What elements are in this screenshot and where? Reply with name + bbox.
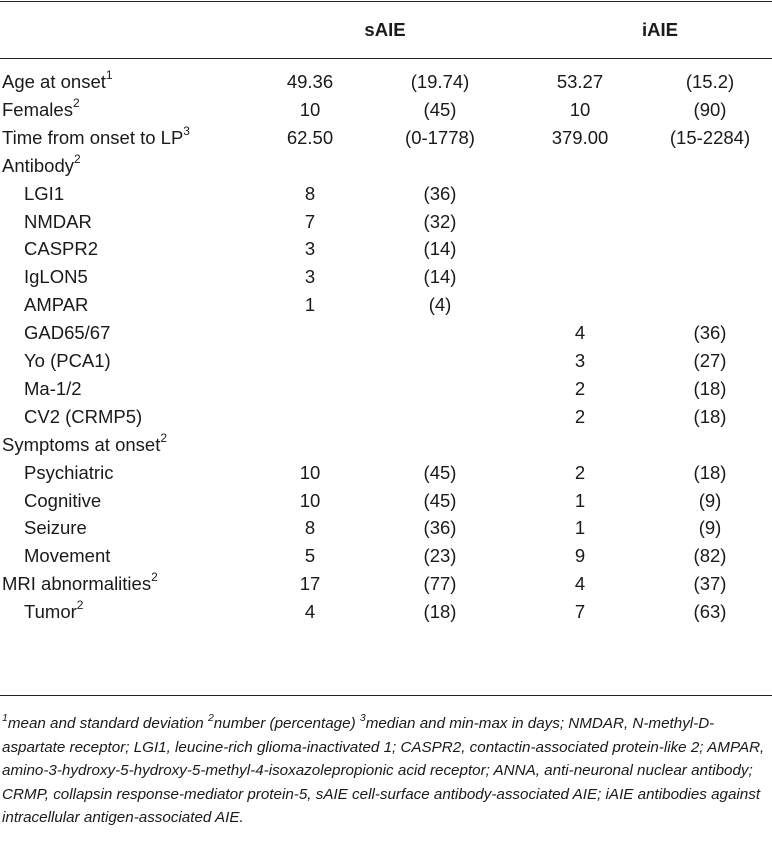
header-iaie: iAIE bbox=[642, 19, 678, 40]
row-label-footnote-mark: 2 bbox=[160, 430, 168, 445]
cell-c2: (23) bbox=[423, 545, 457, 567]
row-label-text: Antibody bbox=[2, 154, 74, 176]
row-label bbox=[24, 403, 142, 431]
cell-c2: (32) bbox=[423, 210, 457, 232]
cell-c4: (18) bbox=[693, 461, 727, 483]
cell-c3: 1 bbox=[574, 489, 586, 511]
cell-c4: (37) bbox=[693, 573, 727, 595]
footnote-text-2: number (percentage) bbox=[213, 715, 360, 732]
cell-c1: 49.36 bbox=[286, 71, 334, 92]
row-label bbox=[24, 514, 87, 542]
cell-c2: (77) bbox=[423, 573, 457, 595]
row-label-text: LGI1 bbox=[24, 182, 65, 204]
bottom-rule bbox=[0, 695, 772, 696]
row-label-footnote-mark: 2 bbox=[72, 95, 80, 110]
cell-c2: (4) bbox=[428, 294, 452, 316]
cell-c1: 8 bbox=[304, 517, 316, 539]
cell-c1: 62.50 bbox=[286, 126, 334, 148]
cell-c1: 7 bbox=[304, 210, 316, 232]
cell-c3: 2 bbox=[574, 377, 586, 399]
row-label bbox=[24, 208, 92, 236]
header-saie: sAIE bbox=[364, 19, 406, 40]
cell-c4: (90) bbox=[693, 98, 727, 120]
table-row bbox=[0, 68, 772, 96]
table-row bbox=[0, 235, 772, 263]
cell-c2: (45) bbox=[423, 98, 457, 120]
table-row bbox=[0, 431, 772, 459]
row-label-footnote-mark: 3 bbox=[183, 123, 190, 138]
cell-c1: 8 bbox=[304, 182, 316, 204]
row-label-text: Time from onset to LP bbox=[2, 126, 184, 148]
row-label-text: NMDAR bbox=[24, 210, 92, 232]
row-label-footnote-mark: 2 bbox=[76, 597, 84, 612]
cell-c2: (45) bbox=[423, 461, 457, 483]
row-label bbox=[24, 598, 83, 626]
cell-c3: 7 bbox=[574, 601, 586, 623]
row-label bbox=[2, 431, 167, 459]
cell-c3: 2 bbox=[574, 405, 586, 427]
footnote-sup-2: 2 bbox=[207, 711, 214, 724]
header-rule bbox=[0, 58, 772, 59]
cell-c3: 4 bbox=[574, 322, 586, 344]
table-row bbox=[0, 124, 772, 152]
table-row bbox=[0, 208, 772, 236]
table-row bbox=[0, 570, 772, 598]
cell-c1: 3 bbox=[304, 266, 316, 288]
row-label-text: Cognitive bbox=[24, 489, 102, 511]
row-label-text: Yo (PCA1) bbox=[24, 350, 111, 371]
cell-c3: 3 bbox=[574, 350, 586, 371]
table-row bbox=[0, 347, 772, 375]
table-row bbox=[0, 291, 772, 319]
table-row bbox=[0, 487, 772, 515]
cell-c2: (0-1778) bbox=[405, 126, 475, 148]
footnote-sup-3: 3 bbox=[359, 711, 366, 724]
cell-c4: (36) bbox=[693, 322, 727, 344]
cell-c1: 3 bbox=[304, 238, 316, 260]
cell-c1: 1 bbox=[304, 294, 316, 316]
row-label-text: MRI abnormalities bbox=[2, 573, 152, 595]
row-label bbox=[24, 180, 64, 208]
table-row bbox=[0, 263, 772, 291]
row-label-text: IgLON5 bbox=[24, 266, 88, 288]
row-label-text: Movement bbox=[24, 545, 111, 567]
row-label bbox=[24, 235, 98, 263]
table-row bbox=[0, 96, 772, 124]
row-label-text: Ma-1/2 bbox=[24, 377, 82, 399]
cell-c1: 10 bbox=[299, 489, 321, 511]
cell-c4: (82) bbox=[693, 545, 727, 567]
cell-c2: (14) bbox=[423, 238, 457, 260]
row-label-text: AMPAR bbox=[24, 294, 89, 316]
row-label bbox=[24, 291, 88, 319]
row-label bbox=[2, 152, 81, 180]
row-label-footnote-mark: 1 bbox=[105, 67, 113, 82]
cell-c3: 53.27 bbox=[556, 71, 604, 92]
table-row bbox=[0, 514, 772, 542]
cell-c4: (63) bbox=[693, 601, 727, 623]
cell-c1: 10 bbox=[299, 461, 321, 483]
table-row bbox=[0, 403, 772, 431]
row-label bbox=[24, 542, 110, 570]
row-label-text: CV2 (CRMP5) bbox=[24, 405, 143, 427]
footnote-sup-1: 1 bbox=[2, 711, 8, 724]
cell-c4: (18) bbox=[693, 405, 727, 427]
table-row bbox=[0, 152, 772, 180]
row-label-text: Tumor bbox=[24, 601, 77, 623]
top-rule bbox=[0, 1, 772, 2]
cell-c3: 1 bbox=[574, 517, 586, 539]
cell-c2: (45) bbox=[423, 489, 457, 511]
row-label-text: Females bbox=[2, 98, 73, 120]
row-label bbox=[2, 570, 158, 598]
row-label bbox=[24, 347, 111, 375]
table-row bbox=[0, 375, 772, 403]
cell-c4: (15.2) bbox=[685, 71, 735, 92]
cell-c3: 2 bbox=[574, 461, 586, 483]
cell-c4: (9) bbox=[698, 517, 722, 539]
cell-c3: 10 bbox=[569, 98, 591, 120]
row-label bbox=[2, 68, 113, 96]
row-label-text: Symptoms at onset bbox=[2, 433, 161, 455]
cell-c2: (36) bbox=[423, 517, 457, 539]
row-label bbox=[24, 459, 113, 487]
cell-c2: (19.74) bbox=[410, 71, 470, 92]
row-label-text: GAD65/67 bbox=[24, 322, 111, 344]
row-label bbox=[24, 487, 101, 515]
row-label bbox=[2, 96, 80, 124]
row-label-text: Seizure bbox=[24, 517, 87, 539]
row-label bbox=[24, 263, 88, 291]
cell-c4: (15-2284) bbox=[669, 126, 751, 148]
row-label bbox=[24, 319, 110, 347]
row-label-text: Psychiatric bbox=[24, 461, 114, 483]
table-header bbox=[0, 16, 772, 44]
table-row bbox=[0, 459, 772, 487]
row-label bbox=[2, 124, 190, 152]
cell-c2: (18) bbox=[423, 601, 457, 623]
cell-c3: 379.00 bbox=[551, 126, 609, 148]
cell-c3: 4 bbox=[574, 573, 586, 595]
table-row bbox=[0, 598, 772, 626]
cell-c4: (18) bbox=[693, 377, 727, 399]
table-row bbox=[0, 542, 772, 570]
cell-c1: 10 bbox=[299, 98, 321, 120]
cell-c4: (9) bbox=[698, 489, 722, 511]
row-label-text: CASPR2 bbox=[24, 238, 99, 260]
row-label-footnote-mark: 2 bbox=[74, 151, 81, 166]
cell-c2: (36) bbox=[423, 182, 457, 204]
cell-c1: 17 bbox=[299, 573, 321, 595]
row-label-text: Age at onset bbox=[2, 71, 106, 92]
table-row bbox=[0, 319, 772, 347]
row-label bbox=[24, 375, 82, 403]
row-label-footnote-mark: 2 bbox=[151, 570, 158, 585]
cell-c2: (14) bbox=[423, 266, 457, 288]
table-footnote bbox=[2, 712, 768, 830]
cell-c1: 4 bbox=[304, 601, 316, 623]
cell-c4: (27) bbox=[693, 350, 727, 371]
cell-c3: 9 bbox=[574, 545, 586, 567]
footnote-text-1: mean and standard deviation bbox=[7, 715, 208, 732]
footnote-text-3: median and min-max in days; NMDAR, N-methyl-D-aspartate receptor; LGI1, leucine-rich glioma-inactivated 1; CASPR2, contactin-associated protein-like 2; AMPAR, amino-3-hydroxy-5-hydroxy-5-methyl-4-isoxazolepropionic acid receptor; ANNA, anti-neuronal nuclear antibody; CRMP, collapsin response-mediator protein-5, sAIE cell-surface antibody-associated AIE; iAIE antibodies against intracellular antigen-associated AIE. bbox=[2, 715, 765, 826]
table-row bbox=[0, 180, 772, 208]
cell-c1: 5 bbox=[304, 545, 316, 567]
